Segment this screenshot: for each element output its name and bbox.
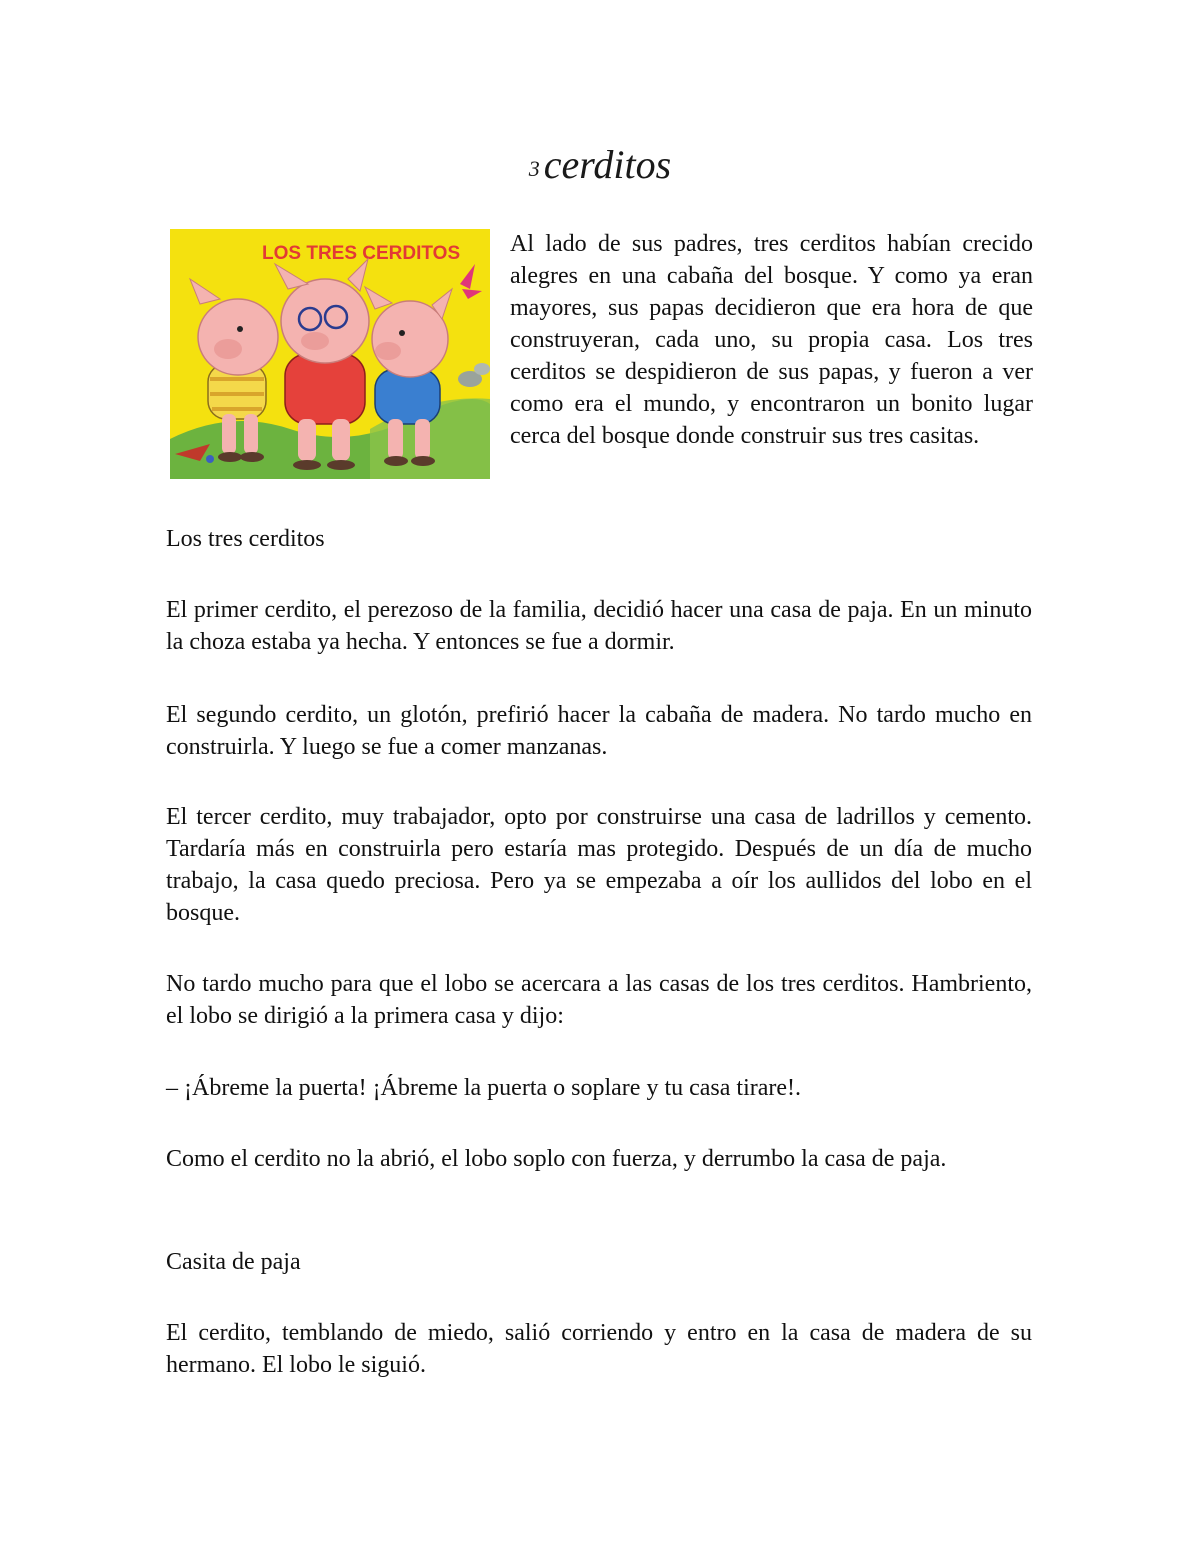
- subtitle-los-tres-cerditos: Los tres cerditos: [166, 526, 325, 552]
- title-number: 3: [528, 156, 540, 181]
- cover-caption: LOS TRES CERDITOS: [262, 243, 461, 264]
- cover-illustration: [170, 229, 490, 479]
- page-title: [0, 140, 1200, 194]
- subtitle-casita-de-paja: Casita de paja: [166, 1249, 301, 1275]
- paragraph-1: El primer cerdito, el perezoso de la familia, decidió hacer una casa de paja. En un minuto la choza estaba ya hecha. Y entonces se fue a dormir.: [166, 597, 1032, 655]
- paragraph-3: El tercer cerdito, muy trabajador, opto por construirse una casa de ladrillos y cemento. Tardaría más en construirla pero estaría mas protegido. Después de un día de mucho trabajo, la casa quedo preciosa. Pero ya se empezaba a oír los aullidos del lobo en el bosque.: [166, 804, 1032, 926]
- title-word: cerditos: [543, 142, 672, 187]
- intro-paragraph: Al lado de sus padres, tres cerditos habían crecido alegres en una cabaña del bosque. Y como ya eran mayores, sus papas decidieron que era hora de que construyeran, cada uno, su propia casa. Los tres cerditos se despidieron de sus papas, y fueron a ver como era el mundo, y encontraron un bonito lugar cerca del bosque donde construir sus tres casitas.: [510, 231, 1033, 449]
- paragraph-4: No tardo mucho para que el lobo se acercara a las casas de los tres cerditos. Hambriento, el lobo se dirigió a la primera casa y dijo:: [166, 971, 1032, 1029]
- paragraph-6: Como el cerdito no la abrió, el lobo soplo con fuerza, y derrumbo la casa de paja.: [166, 1146, 947, 1172]
- paragraph-2: El segundo cerdito, un glotón, prefirió hacer la cabaña de madera. No tardo mucho en construirla. Y luego se fue a comer manzanas.: [166, 702, 1032, 760]
- paragraph-5: – ¡Ábreme la puerta! ¡Ábreme la puerta o soplare y tu casa tirare!.: [166, 1075, 802, 1101]
- paragraph-final: El cerdito, temblando de miedo, salió corriendo y entro en la casa de madera de su hermano. El lobo le siguió.: [166, 1320, 1032, 1378]
- three-pigs-illustration: [170, 229, 490, 479]
